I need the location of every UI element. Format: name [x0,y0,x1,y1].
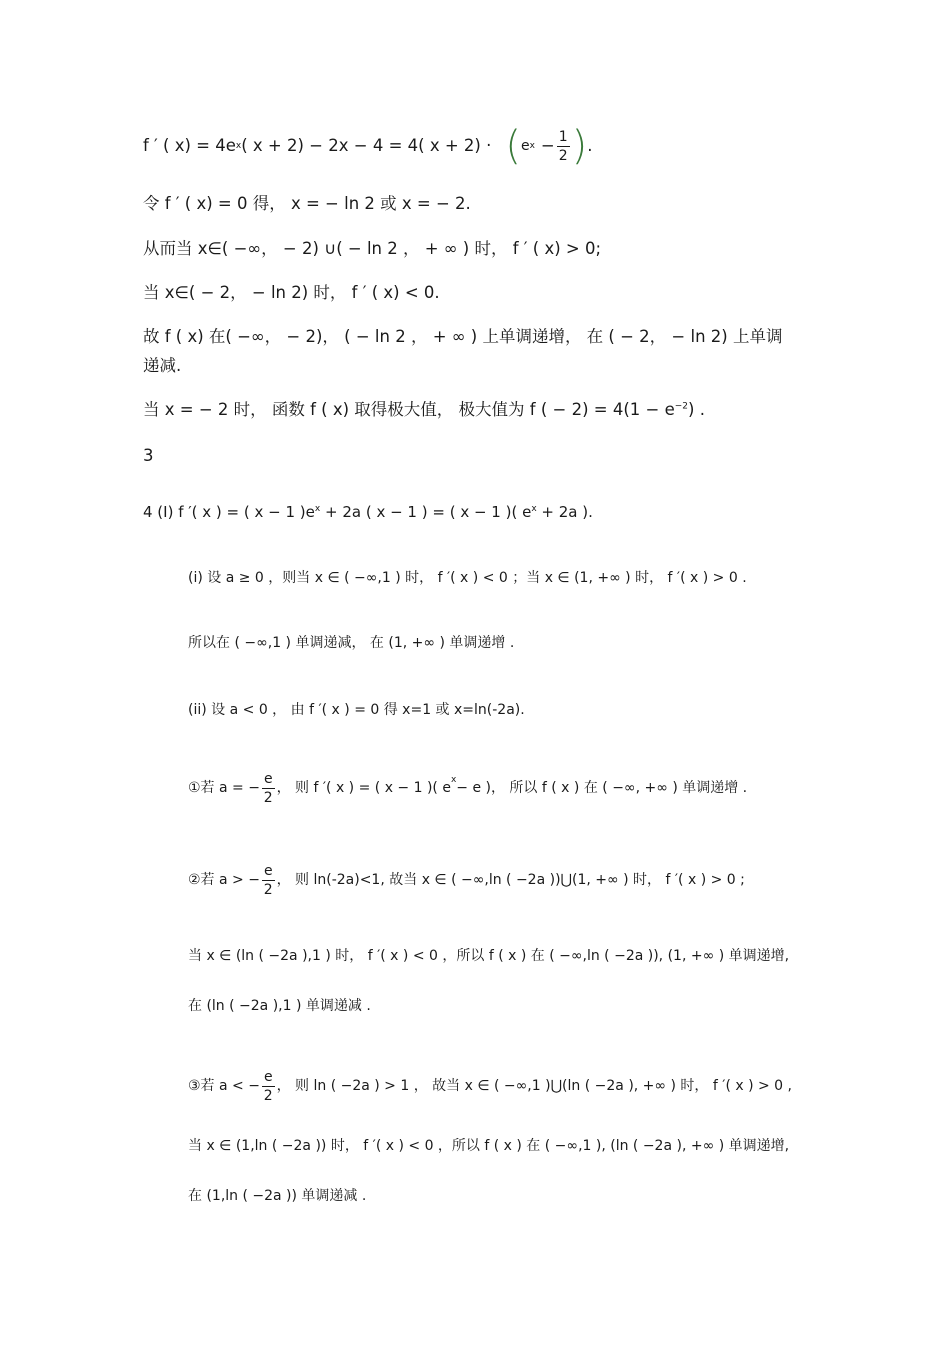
line-text: ， 则 ln(-2a)<1, 故当 x ∈ ( −∞,ln ( −2a ))⋃(1, +∞ ) 时， f ′( x ) > 0 ; [276,872,745,888]
line-text: 所以在 ( −∞,1 ) 单调递减， 在 (1, +∞ ) 单调递增 . [188,635,515,651]
line-text: 故 f ( x) 在( −∞， − 2)， ( − ln 2 ， + ∞ ) 上单调递增， 在 ( − 2， − ln 2) 上单调 [143,327,783,346]
formula-part: − [540,135,555,155]
exponent: −2 [674,401,689,412]
formula-part: . [587,135,593,155]
line-text: 当 x = − 2 时， 函数 f ( x) 取得极大值， 极大值为 f ( − 2) = 4(1 − e [143,400,675,419]
exponent: x [235,140,242,151]
text-line-3 [143,241,601,258]
section-number [143,448,154,465]
fraction-e-over-2 [262,1070,275,1103]
fraction-e-over-2 [262,864,275,897]
line-text: (i) 设 a ≥ 0 ，则当 x ∈ ( −∞,1 ) 时， f ′( x ) < 0 ；当 x ∈ (1, +∞ ) 时， f ′( x ) > 0 . [188,570,747,586]
line-text: + 2a ). [536,503,593,521]
exponent: x [531,504,537,514]
line-text: ) . [688,400,705,419]
right-paren-icon: ) [571,123,588,169]
case-circle-2-detail [188,949,789,963]
numerator: 1 [558,128,568,145]
formula-derivative [143,124,593,168]
text-line-2 [143,196,471,213]
case-i [188,571,747,585]
fraction-e-over-2 [262,772,275,805]
numerator: e [263,770,273,787]
line-text: + 2a ( x − 1 ) = ( x − 1 )( e [320,503,532,521]
line-text: 从而当 x∈( −∞， − 2) ∪( − ln 2 ， + ∞ ) 时， f ′ ( x) > 0; [143,239,602,258]
exponent: x [314,504,321,514]
text-line-5 [143,329,782,346]
formula-part: f ′ ( x) = 4e [143,135,236,155]
denominator: 2 [263,1087,273,1104]
line-text: 递减. [143,356,182,375]
case-i-conclusion [188,636,514,650]
case-circle-3-conclusion [188,1189,366,1203]
case-circle-2-conclusion [188,999,371,1013]
fraction-half [557,130,570,163]
line-text: 在 (1,ln ( −2a )) 单调递减 . [188,1188,367,1204]
text-line-7 [143,402,705,419]
case-circle-3 [188,1064,792,1108]
line-text: 当 x ∈ (ln ( −2a ),1 ) 时， f ′( x ) < 0 ，所以 f ( x ) 在 ( −∞,ln ( −2a )), (1, +∞ ) 单调递增, [188,948,790,964]
left-paren-icon: ( [505,123,521,169]
text-line-4 [143,285,440,302]
line-text: ①若 a = − [188,780,260,796]
formula-part: e [520,138,530,154]
line-text: 令 f ′ ( x) = 0 得， x = − ln 2 或 x = − 2. [143,194,471,213]
line-text: 当 x ∈ (1,ln ( −2a )) 时， f ′( x ) < 0 ，所以 f ( x ) 在 ( −∞,1 ), (ln ( −2a ), +∞ ) 单调递增, [188,1138,790,1154]
denominator: 2 [558,147,568,164]
part-one-heading [143,505,593,520]
numerator: e [263,862,273,879]
line-text: ②若 a > − [188,872,260,888]
numerator: e [263,1068,273,1085]
line-text: (ii) 设 a < 0 ， 由 f ′( x ) = 0 得 x=1 或 x=ln(-2a). [188,702,525,718]
line-text: ③若 a < − [188,1078,260,1094]
denominator: 2 [263,789,273,806]
case-ii [188,703,525,717]
line-text: ， 则 f ′( x ) = ( x − 1 )( e [276,780,451,796]
text-line-6 [143,358,181,375]
exponent: x [529,140,535,151]
exponent: x [450,775,457,785]
line-text: 3 [143,446,154,465]
case-circle-3-detail [188,1139,789,1153]
case-circle-1 [188,766,747,810]
formula-part: ( x + 2) − 2x − 4 = 4( x + 2) · [241,135,492,155]
case-circle-2 [188,858,745,902]
line-text: 当 x∈( − 2， − ln 2) 时， f ′ ( x) < 0. [143,283,440,302]
line-text: 在 (ln ( −2a ),1 ) 单调递减 . [188,998,371,1014]
line-text: 4 (I) f ′( x ) = ( x − 1 )e [143,503,315,521]
line-text: ， 则 ln ( −2a ) > 1 ， 故当 x ∈ ( −∞,1 )⋃(ln ( −2a ), +∞ ) 时， f ′( x ) > 0 , [276,1078,792,1094]
denominator: 2 [263,881,273,898]
line-text: − e )， 所以 f ( x ) 在 ( −∞, +∞ ) 单调递增 . [456,780,748,796]
